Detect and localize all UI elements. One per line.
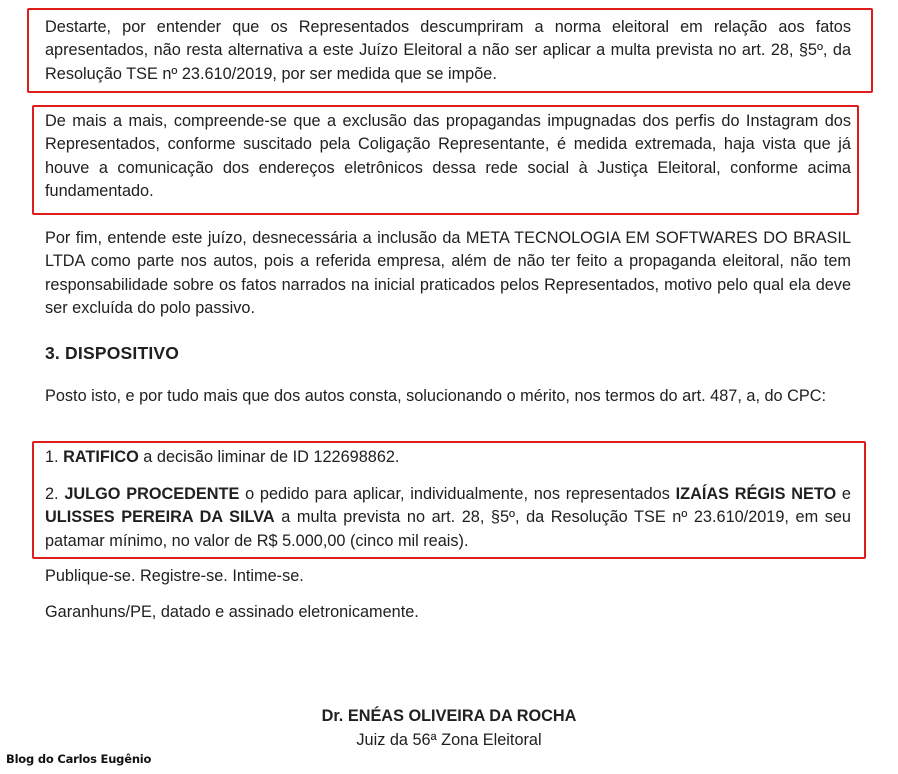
- paragraph-penalty-justification: Destarte, por entender que os Representados descumpriram a norma eleitoral em relação aos fatos apresentados, não resta alternativa a este Juízo Eleitoral a não ser aplicar a multa prevista no art. 28, §5º, da Resolução TSE nº 23.610/2019, por ser medida que se impõe.: [45, 18, 851, 83]
- item-2-text-a: o pedido para aplicar, individualmente, nos representados: [239, 485, 676, 503]
- dispositivo-item-2: [45, 483, 851, 553]
- dispositivo-item-1: [45, 446, 851, 469]
- section-heading-dispositivo: 3. DISPOSITIVO: [45, 343, 180, 363]
- item-2-text-b: e: [836, 485, 851, 503]
- paragraph-meta-exclusion: Por fim, entende este juízo, desnecessária a inclusão da META TECNOLOGIA EM SOFTWARES DO BRASIL LTDA como parte nos autos, pois a referida empresa, além de não ter feito a propaganda eleitoral, não tem responsabilidade sobre os fatos narrados na inicial praticados pelos Representados, motivo pelo qual ela deve ser excluída do polo passivo.: [45, 229, 851, 318]
- signature-name: Dr. ENÉAS OLIVEIRA DA ROCHA: [321, 707, 577, 725]
- item-2-representative-1: IZAÍAS RÉGIS NETO: [675, 485, 837, 503]
- item-1-number: 1.: [45, 448, 64, 466]
- item-2-representative-2: ULISSES PEREIRA DA SILVA: [45, 508, 275, 527]
- paragraph-preamble: Posto isto, e por tudo mais que dos autos consta, solucionando o mérito, nos termos do art. 487, a, do CPC:: [45, 387, 827, 405]
- paragraph-exclusion-instagram: De mais a mais, compreende-se que a exclusão das propagandas impugnadas dos perfis do Instagram dos Representados, conforme suscitado pela Coligação Representante, é medida extremada, haja vista que já houve a comunicação dos endereços eletrônicos dessa rede social à Justiça Eleitoral, conforme acima fundamentado.: [45, 112, 851, 201]
- item-1-text: a decisão liminar de ID 122698862.: [138, 448, 400, 466]
- item-1-verb: RATIFICO: [63, 448, 139, 466]
- closing-place-date: Garanhuns/PE, datado e assinado eletronicamente.: [45, 603, 419, 621]
- signature-role: Juiz da 56ª Zona Eleitoral: [356, 731, 542, 749]
- item-2-text-c: a multa prevista no art. 28, §5º, da Resolução TSE nº 23.610/2019, em seu patamar mínimo, no valor de R$ 5.000,00 (cinco mil reais).: [45, 508, 851, 550]
- closing-publish: Publique-se. Registre-se. Intime-se.: [45, 567, 304, 585]
- item-2-verb: JULGO PROCEDENTE: [64, 485, 240, 503]
- item-2-number: 2.: [45, 485, 65, 503]
- blog-watermark: Blog do Carlos Eugênio: [6, 752, 152, 766]
